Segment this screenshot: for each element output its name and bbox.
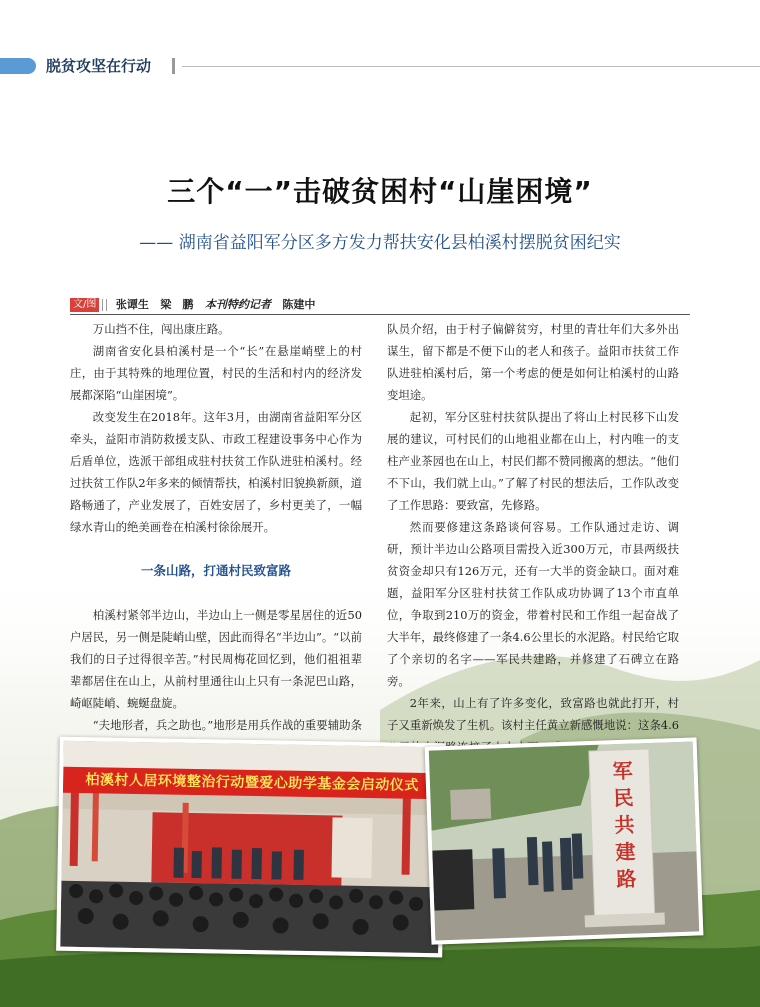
paragraph: 柏溪村紧邻半边山，半边山上一侧是零星居住的近50户居民，另一侧是陡峭山壁，因此而得名“半边山”。“以前我们的日子过得很辛苦。”村民周梅花回忆到，他们祖祖辈辈都居住在山上，从前村里通往山上只有一条泥巴山路，崎岖陡峭、蜿蜒盘旋。 xyxy=(70,608,362,710)
paragraph: 万山挡不住，闯出康庄路。 xyxy=(92,322,230,336)
section-title: 脱贫攻坚在行动 xyxy=(46,57,152,75)
author-name: 陈建中 xyxy=(282,298,316,311)
section-heading: 一条山路，打通村民致富路 xyxy=(140,563,291,578)
article-title: 三个“一”击破贫困村“山崖困境” xyxy=(167,175,593,208)
author-name: 梁 鹏 xyxy=(160,298,194,311)
text-column-right xyxy=(387,318,679,780)
section-marker xyxy=(0,58,36,74)
author-name: 张谭生 xyxy=(115,298,149,311)
author-role: 本刊特约记者 xyxy=(204,298,271,311)
paragraph: “夫地形者，兵之助也。”地形是用兵作战的重要辅助条 xyxy=(92,718,362,732)
byline xyxy=(70,296,690,314)
text-column-left xyxy=(70,318,362,758)
section-separator xyxy=(172,58,175,74)
article-subtitle: —— 湖南省益阳军分区多方发力帮扶安化县柏溪村摆脱贫困纪实 xyxy=(139,233,621,253)
paragraph: 起初，军分区驻村扶贫队提出了将山上村民移下山发展的建议，可村民们的山地祖业都在山上，村内唯一的支柱产业茶园也在山上，村民们都不赞同搬离的想法。“他们不下山，我们就上山。”了解了村民的想法后，工作队改变了工作思路：要致富，先修路。 xyxy=(387,410,679,512)
monument-photo xyxy=(425,737,704,944)
paragraph: 2年来，山上有了许多变化，致富路也就此打开，村子又重新焕发了生机。该村主任黄立新感慨地说：这条4.6 xyxy=(387,696,679,732)
paragraph: 然而要修建这条路谈何容易。工作队通过走访、调研，预计半边山公路项目需投入近300万元，市县两级扶贫资金却只有126万元，还有一大半的资金缺口。面对难题，益阳军分区驻村扶贫工作队成功协调了13个市直单位，争取到210万的资金，带着村民和工作组一起奋战了大半年，最终修建了一条4.6公里长的水泥路。村民给它取了个亲切的名字——军民共建路，并修建了石碑立在路旁。 xyxy=(387,520,679,688)
byline-rule xyxy=(70,314,690,315)
monument-scene xyxy=(429,741,699,940)
ceremony-photo xyxy=(56,737,446,958)
byline-tag: 文/图 xyxy=(70,298,99,312)
paragraph: 改变发生在2018年。这年3月，由湖南省益阳军分区牵头，益阳市消防救援支队、市政工程建设事务中心作为后盾单位，选派干部组成驻村扶贫工作队进驻柏溪村。经过扶贫工作队2年多来的倾情帮扶，柏溪村旧貌换新颜，道路畅通了，产业发展了，百姓安居了，乡村更美了，一幅绿水青山的绝美画卷在柏溪村徐徐展开。 xyxy=(70,410,363,534)
paragraph: 队员介绍，由于村子偏僻贫穷，村里的青壮年们大多外出谋生，留下都是不便下山的老人和孩子。益阳市扶贫工作队进驻柏溪村后，第一个考虑的便是如何让柏溪村的山路变坦途。 xyxy=(387,322,679,402)
monument-inscription: 军民共建路 xyxy=(612,758,637,892)
header-rule xyxy=(182,66,760,67)
ceremony-banner: 柏溪村人居环境整治行动暨爱心助学基金会启动仪式 xyxy=(63,767,441,800)
byline-divider xyxy=(102,299,107,311)
paragraph: 湖南省安化县柏溪村是一个“长”在悬崖峭壁上的村庄，由于其特殊的地理位置，村民的生活和村内的经济发展都深陷“山崖困境”。 xyxy=(70,344,362,402)
